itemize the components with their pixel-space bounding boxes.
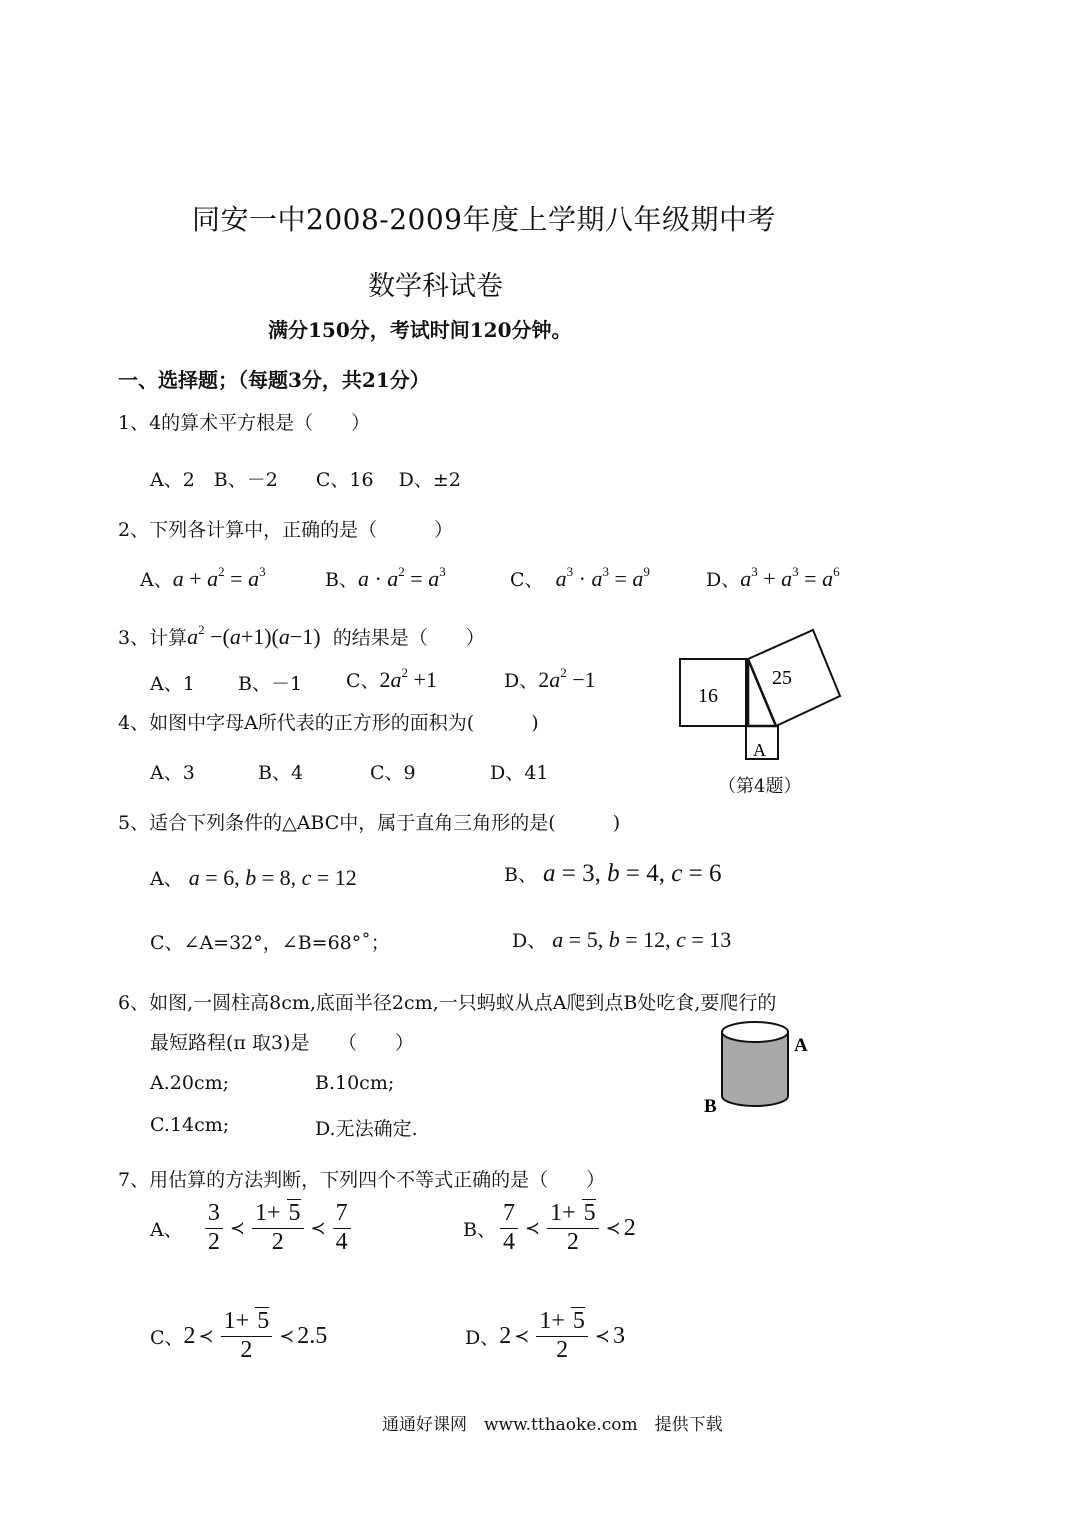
question-6-option-c: C.14cm; <box>150 1114 230 1136</box>
question-2-option-b: B、$a \cdot a^2 = a^3$ <box>325 564 446 591</box>
question-7-stem: 7、用估算的方法判断，下列四个不等式正确的是（ ） <box>118 1169 606 1191</box>
label-a: A <box>753 740 766 760</box>
cylinder-top <box>722 1022 788 1042</box>
question-3-option-a: A、1 <box>150 673 195 695</box>
question-1-stem: 1、4的算术平方根是（ ） <box>118 412 371 434</box>
exam-subject: 数学科试卷 <box>368 271 503 302</box>
figure-4-caption: （第4题） <box>718 776 802 797</box>
question-6-option-b: B.10cm; <box>315 1072 395 1094</box>
question-5-option-c: C、∠A=32°，∠B=68°˚； <box>150 932 390 954</box>
question-3-option-c: C、$2a^2 +1$ <box>346 665 437 692</box>
question-6-stem-line1: 6、如图,一圆柱高8cm,底面半径2cm,一只蚂蚁从点A爬到点B处吃食,要爬行的 <box>118 992 777 1014</box>
question-1-options: A、2 B、－2 C、16 D、±2 <box>150 469 461 491</box>
question-2-option-d: D、$a^3 + a^3 = a^6$ <box>706 564 840 591</box>
point-b-label: B <box>704 1096 717 1117</box>
point-a-label: A <box>794 1035 808 1056</box>
question-4-option-d: D、41 <box>490 762 549 784</box>
question-4-option-b: B、4 <box>258 762 304 784</box>
question-2-option-a: A、$a + a^2 = a^3$ <box>140 564 266 591</box>
question-4-stem: 4、如图中字母A所代表的正方形的面积为( ) <box>118 712 539 734</box>
question-7-option-a: A、 $\frac{3}{2}$ ≺ $\frac{1+ 5}{2}$ ≺ $\frac{7}{4}$ <box>150 1200 355 1256</box>
question-7-option-d: D、 2 ≺ $\frac{1+ 5}{2}$ ≺ 3 <box>465 1308 625 1363</box>
question-6-option-a: A.20cm; <box>150 1072 229 1094</box>
footer-source: 通通好课网 www.tthaoke.com 提供下载 <box>382 1415 723 1435</box>
question-3-option-b: B、－1 <box>238 673 303 695</box>
question-3-option-d: D、$2a^2 -1$ <box>504 665 596 692</box>
question-2-stem: 2、下列各计算中，正确的是（ ） <box>118 519 454 541</box>
exam-info: 满分150分，考试时间120分钟。 <box>268 318 572 342</box>
question-7-option-b: B、 $\frac{7}{4}$ ≺ $\frac{1+ 5}{2}$ ≺ 2 <box>463 1200 636 1255</box>
question-7-option-c: C、 2 ≺ $\frac{1+ 5}{2}$ ≺ 2.5 <box>150 1308 328 1363</box>
question-5-option-b: B、 a = 3, b = 4, c = 6 <box>504 860 722 887</box>
question-3-stem: 3、计算$a^2 -(a+1)(a-1)$ 的结果是（ ） <box>118 622 485 649</box>
squares-figure <box>670 620 855 770</box>
question-5-option-a: A、 a = 6, b = 8, c = 12 <box>150 865 357 890</box>
cylinder-figure <box>700 1010 820 1120</box>
question-4-option-a: A、3 <box>150 762 195 784</box>
question-2-option-c: C、 $a^3 \cdot a^3 = a^9$ <box>510 564 650 591</box>
question-5-stem: 5、适合下列条件的△ABC中，属于直角三角形的是( ) <box>118 812 621 834</box>
square-25 <box>748 630 840 726</box>
question-6-stem-line2: 最短路程(π 取3)是 （ ） <box>150 1032 414 1054</box>
section-heading: 一、选择题；（每题3分，共21分） <box>118 368 430 392</box>
question-6-option-d: D.无法确定. <box>315 1118 418 1140</box>
label-25: 25 <box>772 667 792 689</box>
question-5-option-d: D、 a = 5, b = 12, c = 13 <box>512 927 732 952</box>
cylinder-body <box>722 1032 788 1106</box>
exam-title: 同安一中2008-2009年度上学期八年级期中考 <box>192 203 776 236</box>
question-4-option-c: C、9 <box>370 762 416 784</box>
label-16: 16 <box>698 685 718 707</box>
